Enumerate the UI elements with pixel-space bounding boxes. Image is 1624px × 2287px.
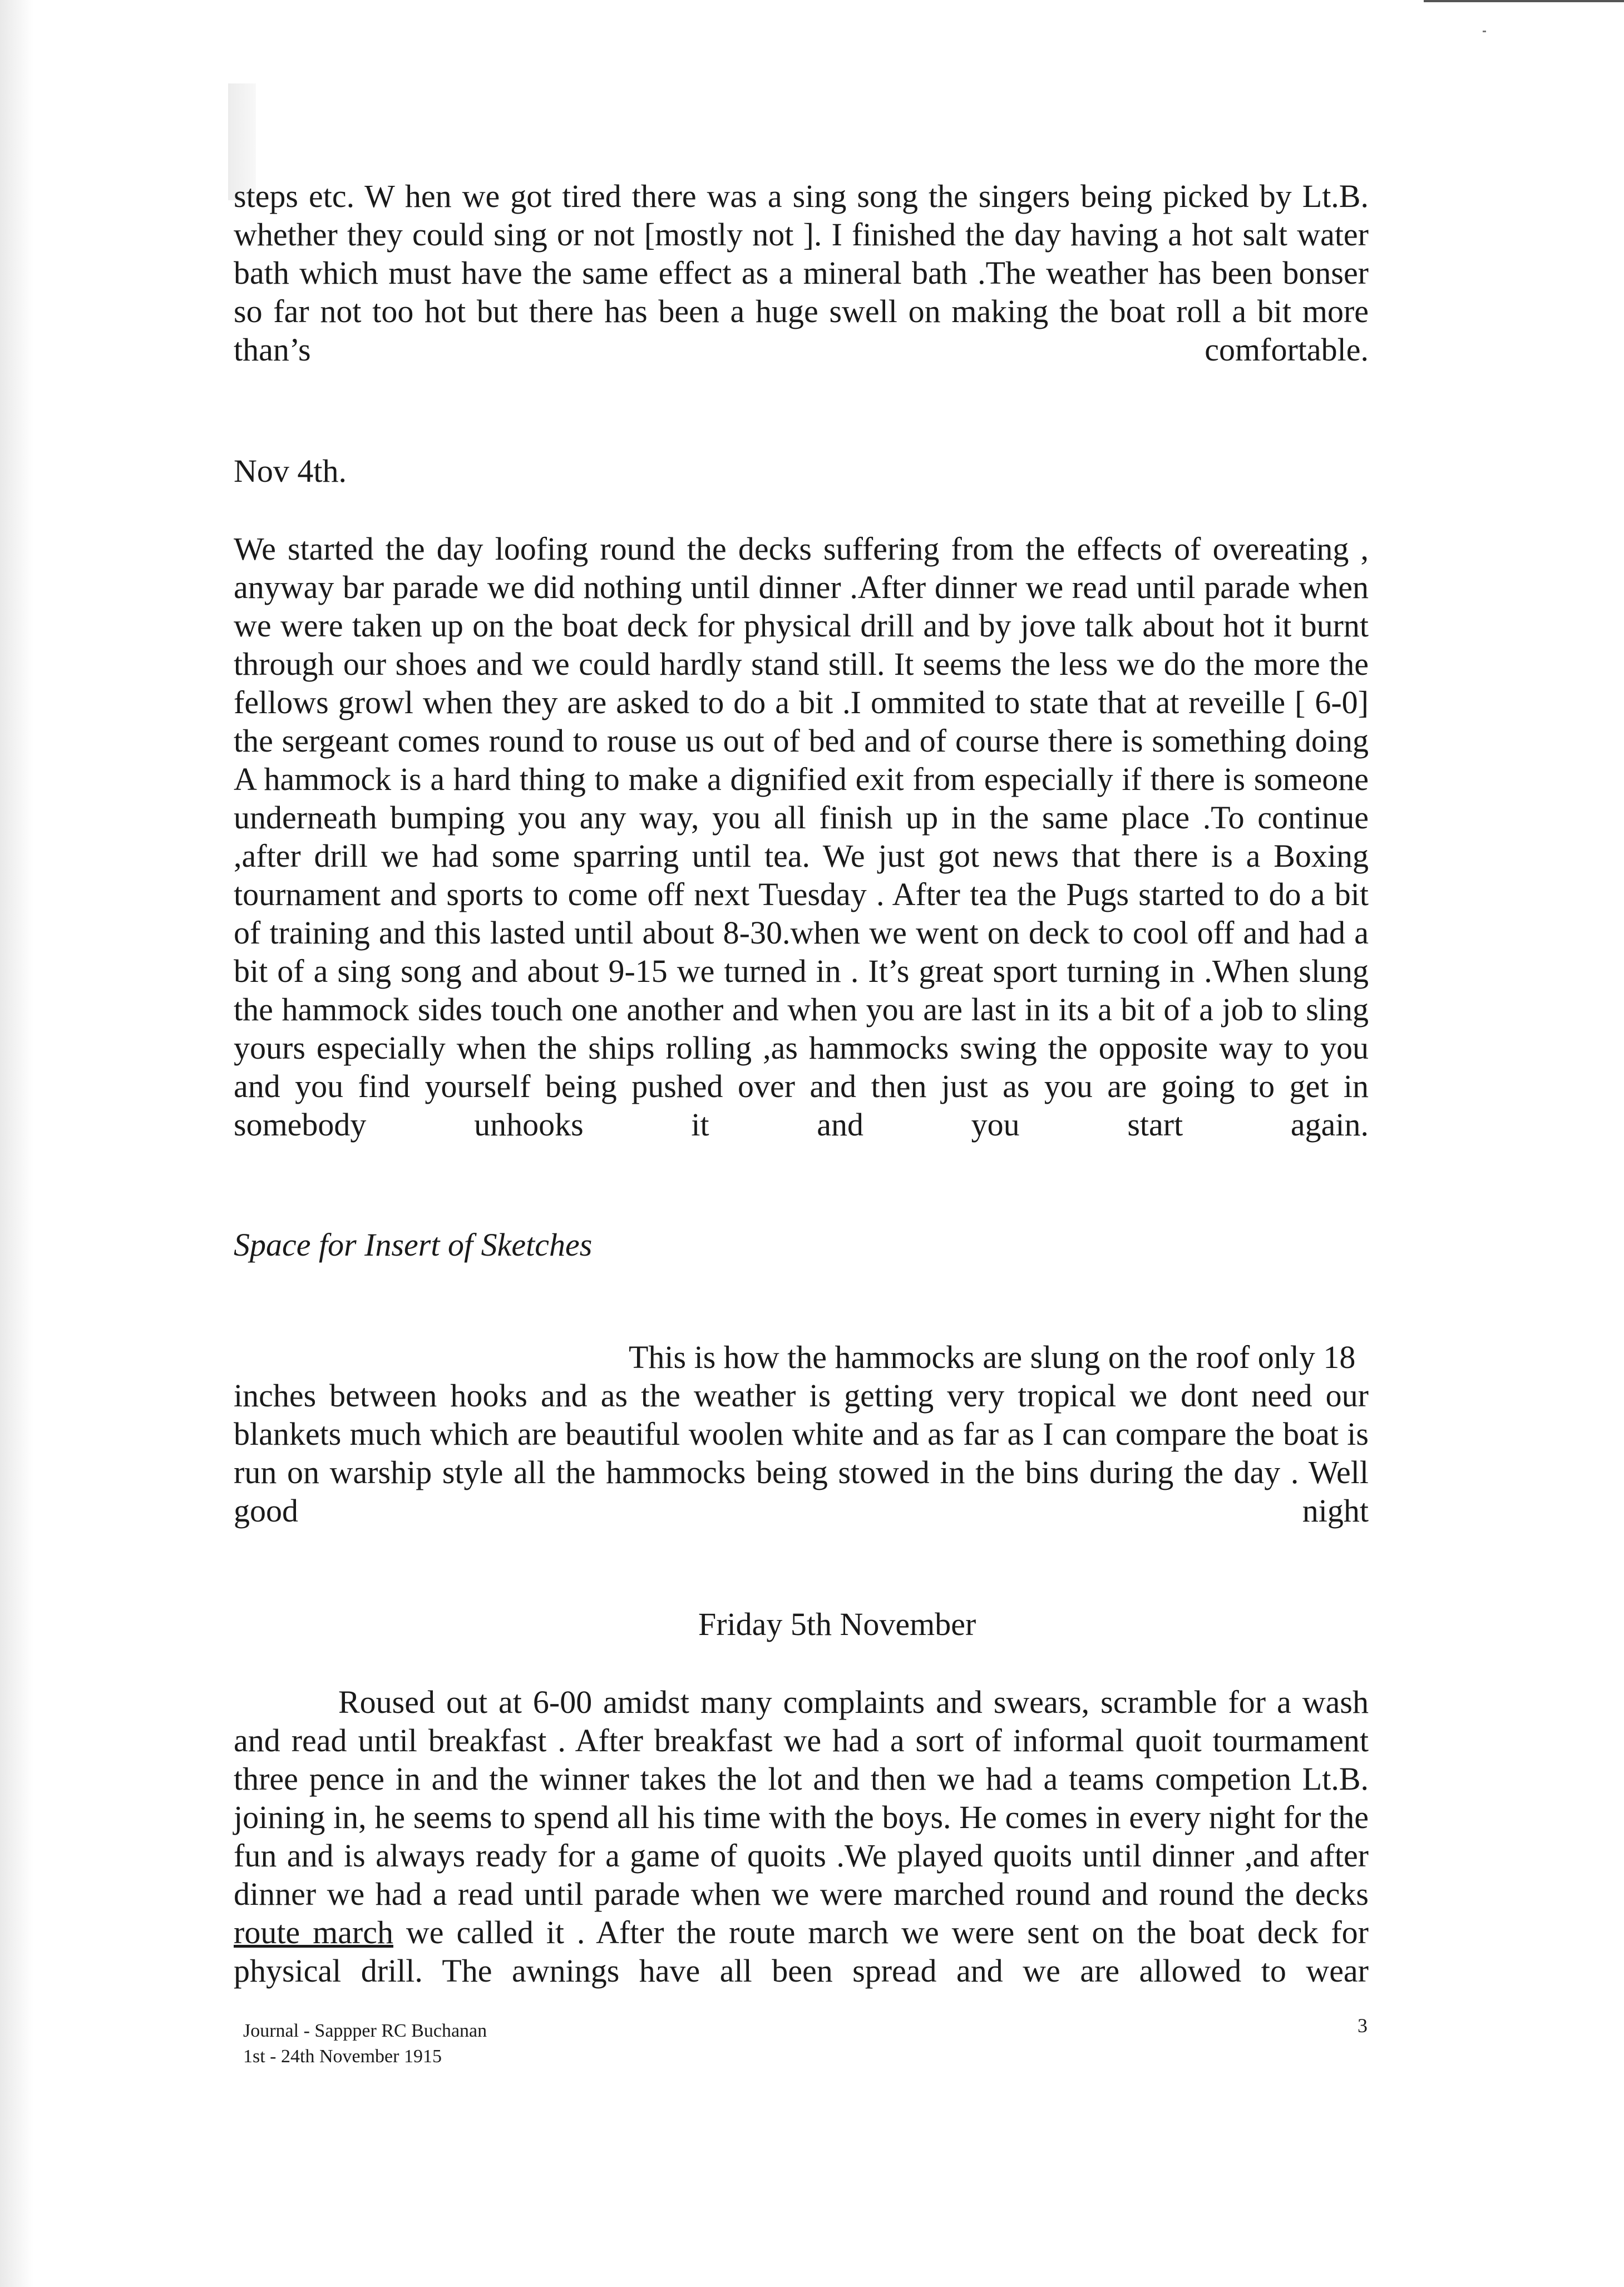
route-march-underlined: route march — [234, 1914, 393, 1950]
paragraph-4-text: Roused out at 6-00 amidst many complaints and swears, scramble for a wash and read until breakfast . After breakfast we had a sort of informal quoit tourmament three pence in and the winner takes the lot and then we had a teams competion Lt.B. joining in, he seems to spend all his time with the boys. He comes in every night for the fun and is always ready for a game of quoits .We played quoits until dinner ,and after dinner we had a read until parade when we were marched round and round the decks — [234, 1684, 1369, 1912]
page-top-rule — [1424, 0, 1624, 2]
journal-paragraph-4 — [234, 1683, 1369, 1990]
journal-paragraph-2: We started the day loofing round the decks suffering from the effects of overeating , anyway bar parade we did nothing until dinner .After dinner we read until parade when we were taken up on the boat deck for physical drill and by jove talk about hot it burnt through our shoes and we could hardly stand still. It seems the less we do the more the fellows growl when they are asked to do a bit .I ommited to state that at reveille [ 6-0] the sergeant comes round to rouse us out of bed and of course there is something doing A hammock is a hard thing to make a dignified exit from especially if there is someone underneath bumping you any way, you all finish up in the same place .To continue ,after drill we had some sparring until tea. We just got news that there is a Boxing tournament and sports to come off next Tuesday . After tea the Pugs started to do a bit of training and this lasted until about 8-30.when we went on deck to cool off and had a bit of a sing song and about 9-15 we turned in . It’s great sport turning in .When slung the hammock sides touch one another and when you are last in its a bit of a job to sling yours especially when the ships rolling ,as hammocks swing the opposite way to you and you find yourself being pushed over and then just as you are going to get in somebody unhooks it and you start again. — [234, 531, 1369, 1143]
date-heading-friday-5th: Friday 5th November — [698, 1606, 976, 1642]
date-heading-nov-4: Nov 4th. — [234, 453, 347, 489]
journal-paragraph-1: steps etc. W hen we got tired there was a sing song the singers being picked by Lt.B. whether they could sing or not [mostly not ]. I finished the day having a hot salt water bath which must have the same effect as a mineral bath .The weather has been bonser so far not too hot but there has been a huge swell on making the boat roll a bit more than’s comfortable. — [234, 178, 1369, 368]
footer-journal-title: Journal - Sappper RC Buchanan — [243, 2021, 487, 2041]
page-number: 3 — [1358, 2014, 1368, 2037]
journal-paragraph-3: inches between hooks and as the weather is getting very tropical we dont need our blankets much which are beautiful woolen white and as far as I can compare the boat is run on warship style all the hammocks being stowed in the bins during the day . Well good night — [234, 1377, 1369, 1529]
journal-paragraph-3-first-line: This is how the hammocks are slung on the roof only 18 — [629, 1339, 1356, 1375]
scan-speck — [1483, 31, 1486, 32]
footer-date-range: 1st - 24th November 1915 — [243, 2046, 442, 2067]
paragraph-4-text-continued: we called it . After the route march we were sent on the boat deck for physical drill. The awnings have all been spread and we are allowed to wear — [234, 1914, 1369, 1989]
scan-edge-shadow — [0, 0, 33, 2287]
sketch-insert-note: Space for Insert of Sketches — [234, 1227, 593, 1263]
